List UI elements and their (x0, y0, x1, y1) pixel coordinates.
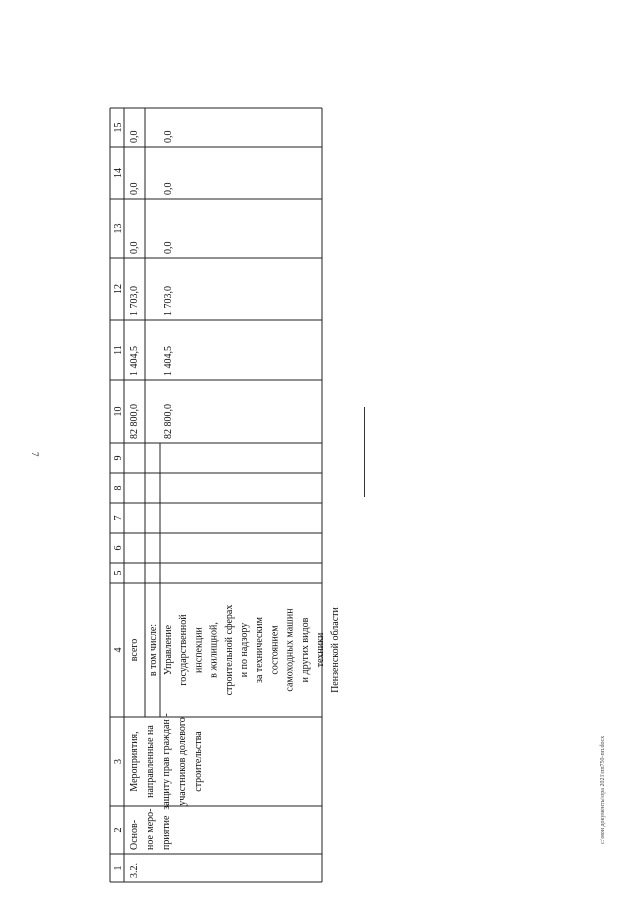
activity-name-line: направленные на (145, 725, 156, 798)
executor-value-c14: 0,0 (163, 182, 174, 195)
executor-line: состоянием (269, 625, 281, 675)
executor-value-c12: 1 703,0 (163, 286, 174, 316)
including-label: в том числе: (148, 623, 159, 677)
row-number: 3.2. (129, 863, 140, 878)
executor-line: и по надзору (239, 622, 250, 678)
total-value-c15: 0,0 (129, 130, 140, 143)
column-number-header: 4 (113, 647, 124, 653)
executor-line: строительной сферах (223, 604, 235, 696)
column-number-header: 11 (113, 345, 124, 355)
budget-table (110, 22, 342, 882)
executor-line: в жилищной, (208, 622, 220, 678)
total-value-c13: 0,0 (129, 241, 140, 254)
activity-type-line: приятие (161, 815, 172, 850)
rotated-table-container (110, 22, 342, 882)
executor-line: техники (315, 632, 326, 668)
column-number-header: 15 (113, 122, 124, 133)
activity-name-line: Мероприятия, (129, 731, 140, 792)
column-number-header: 7 (113, 515, 124, 521)
executor-line: Пензенской области (330, 607, 342, 693)
executor-value-c15: 0,0 (163, 130, 174, 143)
column-number-header: 6 (113, 545, 124, 551)
executor-line: Управление (163, 624, 174, 676)
column-number-header: 9 (113, 455, 124, 461)
executor-line: самоходных машин (284, 608, 296, 692)
table-grid (110, 108, 322, 882)
total-label: всего (129, 638, 140, 662)
executor-line: за техническим (254, 617, 266, 683)
executor-value-c13: 0,0 (163, 241, 174, 254)
activity-name-line: защиту прав граждан - (161, 713, 172, 810)
total-value-c11: 1 404,5 (129, 346, 140, 376)
activity-type-line: Основ- (129, 819, 140, 850)
column-number-header: 13 (113, 223, 124, 234)
column-number-header: 14 (113, 168, 124, 178)
column-number-header: 1 (113, 865, 124, 871)
executor-value-c11: 1 404,5 (163, 346, 174, 376)
column-number-header: 8 (113, 485, 124, 491)
page-number: 7 (30, 452, 40, 457)
executor-line: и других видов (299, 617, 311, 683)
column-number-header: 10 (113, 406, 124, 417)
activity-name-line: участников долевого (177, 717, 188, 806)
executor-line: инспекции (193, 627, 205, 673)
column-number-header: 3 (113, 759, 124, 764)
column-number-header: 5 (113, 570, 124, 576)
column-number-header: 12 (113, 284, 124, 294)
executor-line: государственной (178, 614, 190, 686)
total-value-c14: 0,0 (129, 182, 140, 195)
total-value-c10: 82 800,0 (129, 404, 140, 439)
separator-line (364, 407, 365, 497)
total-value-c12: 1 703,0 (129, 286, 140, 316)
table-text (113, 123, 341, 879)
executor-value-c10: 82 800,0 (163, 404, 174, 439)
column-number-header: 2 (113, 827, 124, 833)
activity-type-line: ное меро- (145, 808, 156, 850)
footer-file-path: c:\мои документы\ора 2021\пп750-пп.docx (600, 735, 606, 844)
activity-name-line: строительства (193, 731, 204, 792)
